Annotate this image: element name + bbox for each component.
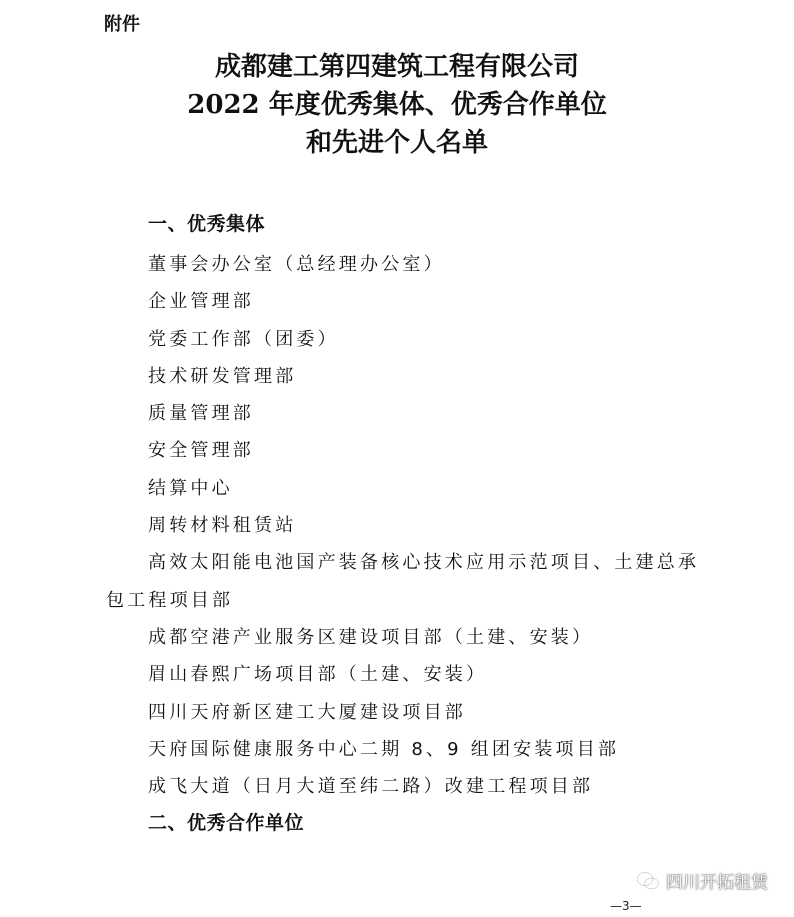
section-heading-excellent-partners: 二、优秀合作单位 bbox=[148, 812, 305, 834]
document-title bbox=[0, 48, 794, 162]
excellent-collectives-list bbox=[106, 246, 706, 805]
section-heading-excellent-collectives: 一、优秀集体 bbox=[148, 213, 266, 235]
list-item: 高效太阳能电池国产装备核心技术应用示范项目、土建总承包工程项目部 bbox=[106, 552, 700, 611]
title-line-2: 2022 年度优秀集体、优秀合作单位 bbox=[187, 90, 607, 120]
list-item: 质量管理部 bbox=[148, 403, 254, 425]
list-item: 眉山春熙广场项目部（土建、安装） bbox=[148, 664, 488, 686]
list-item: 技术研发管理部 bbox=[148, 365, 297, 387]
list-item: 成都空港产业服务区建设项目部（土建、安装） bbox=[148, 626, 594, 648]
watermark-text: 四川开拓租赁 bbox=[666, 873, 768, 893]
wechat-icon bbox=[636, 871, 660, 891]
list-item: 天府国际健康服务中心二期 8、9 组团安装项目部 bbox=[148, 738, 620, 760]
title-line-1: 成都建工第四建筑工程有限公司 bbox=[214, 52, 579, 82]
list-item: 成飞大道（日月大道至纬二路）改建工程项目部 bbox=[148, 776, 594, 798]
list-item: 安全管理部 bbox=[148, 440, 254, 462]
page-number: —3— bbox=[610, 899, 642, 913]
watermark bbox=[636, 868, 768, 893]
title-line-3: 和先进个人名单 bbox=[305, 128, 488, 158]
list-item: 周转材料租赁站 bbox=[148, 515, 297, 537]
attachment-label: 附件 bbox=[104, 14, 140, 35]
list-item: 企业管理部 bbox=[148, 291, 254, 313]
list-item: 四川天府新区建工大厦建设项目部 bbox=[148, 701, 466, 723]
list-item: 结算中心 bbox=[148, 477, 233, 499]
list-item: 党委工作部（团委） bbox=[148, 328, 339, 350]
list-item: 董事会办公室（总经理办公室） bbox=[148, 254, 445, 275]
